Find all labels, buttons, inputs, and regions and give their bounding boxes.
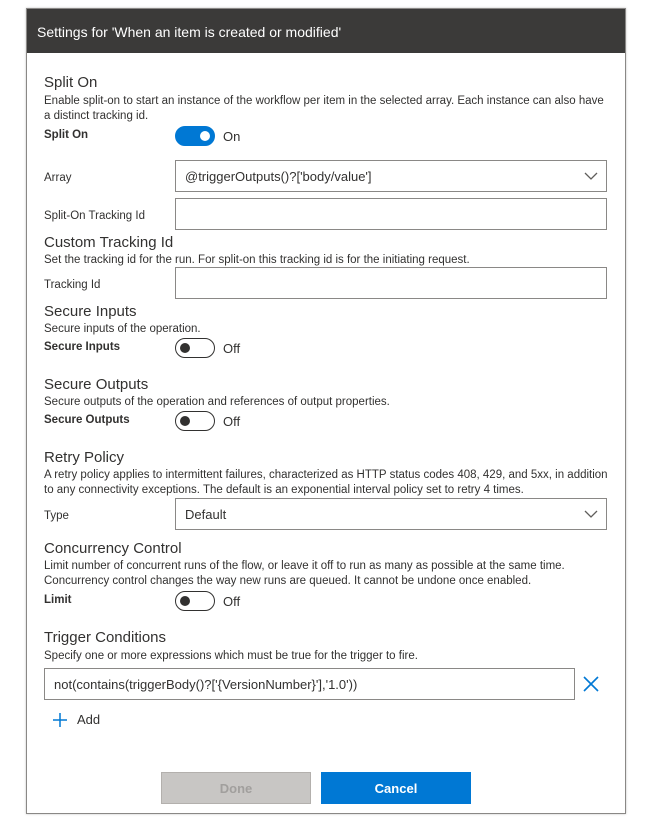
custom-tracking-title: Custom Tracking Id [44, 234, 174, 251]
trigger-condition-input[interactable] [44, 668, 575, 700]
toggle-knob [180, 343, 190, 353]
array-label: Array [44, 172, 72, 184]
cancel-button[interactable]: Cancel [321, 772, 471, 804]
secure-inputs-toggle-label: Secure Inputs [44, 341, 121, 353]
split-on-state: On [223, 129, 241, 144]
dialog-title: Settings for 'When an item is created or modified' [27, 9, 625, 53]
array-value: @triggerOutputs()?['body/value'] [185, 169, 372, 184]
concurrency-limit-toggle[interactable] [175, 591, 215, 611]
concurrency-title: Concurrency Control [44, 540, 182, 557]
chevron-down-icon [584, 507, 598, 521]
plus-icon [52, 712, 68, 728]
secure-outputs-description: Secure outputs of the operation and references of output properties. [44, 396, 390, 408]
secure-outputs-toggle-label: Secure Outputs [44, 414, 130, 426]
retry-policy-description: A retry policy applies to intermittent failures, characterized as HTTP status codes 408, 429, and 5xx, in addition to any connectivity exceptions. The default is an exponential interval policy set to retry 4 times. [44, 469, 608, 496]
secure-outputs-state: Off [223, 414, 241, 429]
custom-tracking-description: Set the tracking id for the run. For split-on this tracking id is for the initiating request. [44, 254, 470, 266]
split-on-tracking-input[interactable] [175, 198, 607, 230]
split-on-toggle[interactable] [175, 126, 215, 146]
retry-type-value: Default [185, 507, 227, 522]
tracking-id-input[interactable] [175, 267, 607, 299]
toggle-knob [200, 131, 210, 141]
retry-type-dropdown[interactable] [175, 498, 607, 530]
close-icon[interactable] [582, 675, 600, 693]
concurrency-state: Off [223, 594, 241, 609]
secure-inputs-state: Off [223, 341, 241, 356]
secure-inputs-toggle[interactable] [175, 338, 215, 358]
chevron-down-icon [584, 169, 598, 183]
split-on-description: Enable split-on to start an instance of the workflow per item in the selected array. Each instance can also have a distinct tracking id. [44, 95, 604, 122]
toggle-knob [180, 416, 190, 426]
concurrency-description: Limit number of concurrent runs of the flow, or leave it off to run as many as possible at the same time. Concurrency control changes the way new runs are queued. It cannot be undone once enabled. [44, 560, 565, 587]
secure-outputs-title: Secure Outputs [44, 376, 149, 393]
settings-dialog [26, 8, 626, 814]
secure-outputs-toggle[interactable] [175, 411, 215, 431]
tracking-id-label: Tracking Id [44, 279, 101, 291]
done-button[interactable]: Done [161, 772, 311, 804]
array-dropdown[interactable] [175, 160, 607, 192]
trigger-conditions-description: Specify one or more expressions which must be true for the trigger to fire. [44, 650, 418, 662]
concurrency-toggle-label: Limit [44, 594, 72, 606]
trigger-condition-value: not(contains(triggerBody()?['{VersionNumber}'],'1.0')) [54, 677, 358, 692]
split-on-tracking-label: Split-On Tracking Id [44, 210, 145, 222]
secure-inputs-description: Secure inputs of the operation. [44, 323, 201, 335]
trigger-conditions-title: Trigger Conditions [44, 629, 166, 646]
add-label: Add [77, 712, 101, 727]
split-on-toggle-label: Split On [44, 129, 89, 141]
split-on-title: Split On [44, 74, 98, 91]
secure-inputs-title: Secure Inputs [44, 303, 137, 320]
retry-policy-title: Retry Policy [44, 449, 125, 466]
add-condition-button[interactable] [52, 710, 142, 732]
toggle-knob [180, 596, 190, 606]
retry-type-label: Type [44, 510, 69, 522]
